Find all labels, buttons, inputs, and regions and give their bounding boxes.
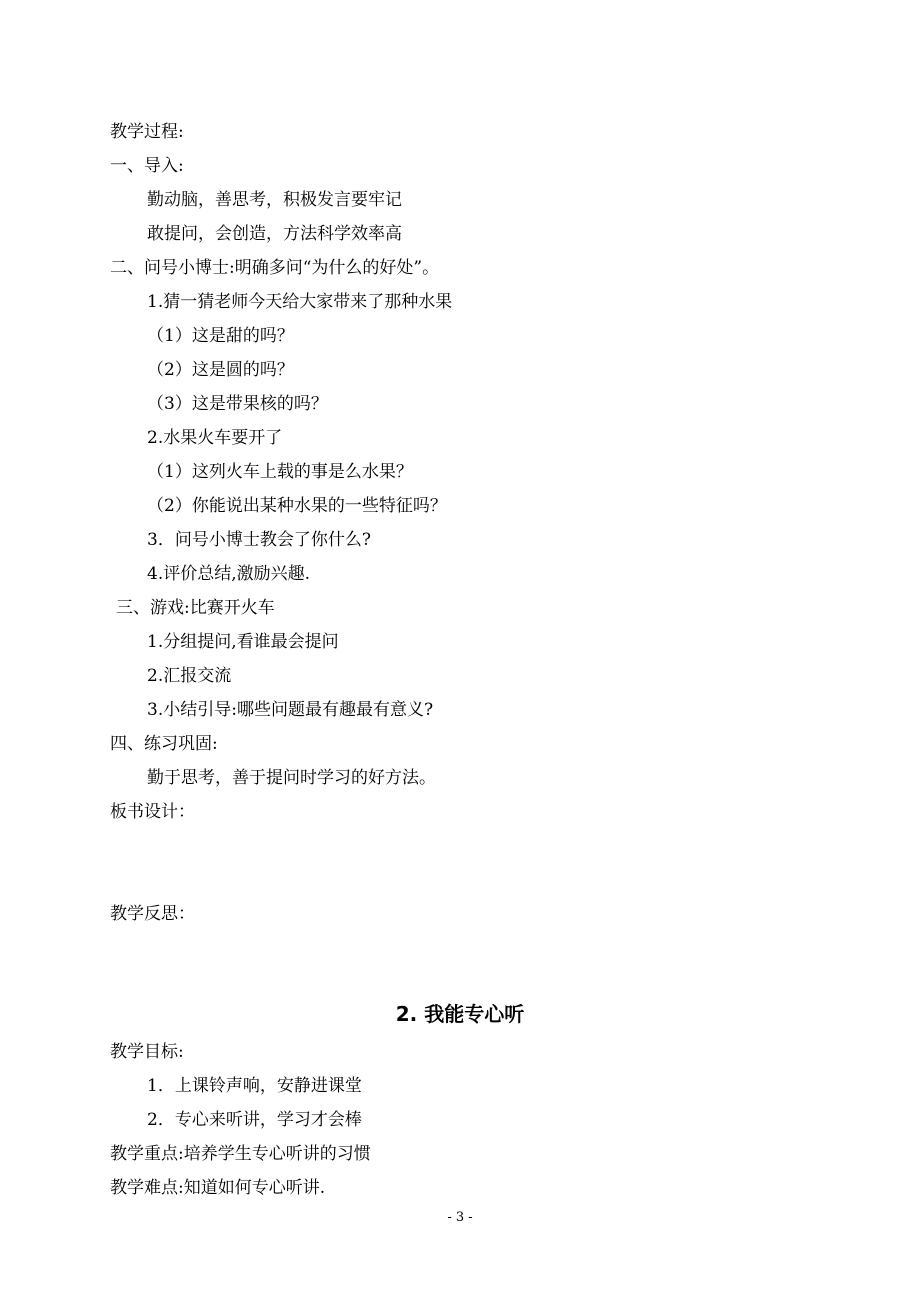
part2-item-1: 1.猜一猜老师今天给大家带来了那种水果: [147, 292, 453, 312]
part3-heading: 三、游戏:比赛开火车: [116, 598, 275, 618]
part2-item-1-question-2: （2）这是圆的吗？: [147, 360, 294, 380]
teaching-difficulty: 教学难点:知道如何专心听讲.: [110, 1178, 326, 1198]
intro-heading: 一、导入:: [110, 156, 184, 176]
part4-heading: 四、练习巩固:: [110, 734, 218, 754]
intro-line-1: 勤动脑，善思考，积极发言要牢记: [147, 190, 402, 210]
part2-item-2-question-1: （1）这列火车上载的事是么水果？: [147, 462, 413, 482]
part2-item-1-question-1: （1）这是甜的吗？: [147, 326, 294, 346]
part2-item-4: 4.评价总结,激励兴趣.: [147, 564, 311, 584]
board-design-label: 板书设计：: [110, 802, 195, 822]
part2-item-2-question-2: （2）你能说出某种水果的一些特征吗？: [147, 496, 447, 516]
part3-item-3: 3.小结引导:哪些问题最有趣最有意义?: [147, 700, 434, 720]
teaching-key-point: 教学重点:培养学生专心听讲的习惯: [110, 1144, 371, 1164]
part2-item-1-question-3: （3）这是带果核的吗？: [147, 394, 328, 414]
lesson-title: 2. 我能专心听: [395, 1002, 525, 1026]
teaching-reflection-label: 教学反思：: [110, 904, 195, 924]
page-number: - 3 -: [447, 1210, 473, 1225]
part2-item-3: 3．问号小博士教会了你什么?: [147, 530, 371, 550]
part3-item-1: 1.分组提问,看谁最会提问: [147, 632, 339, 652]
teaching-goals-heading: 教学目标:: [110, 1042, 184, 1062]
teaching-process-heading: 教学过程:: [110, 122, 184, 142]
intro-line-2: 敢提问，会创造，方法科学效率高: [147, 224, 402, 244]
part4-line-1: 勤于思考，善于提问时学习的好方法。: [147, 768, 436, 788]
part2-item-2: 2.水果火车要开了: [147, 428, 283, 448]
part3-item-2: 2.汇报交流: [147, 666, 232, 686]
part2-heading: 二、问号小博士:明确多问“为什么的好处”。: [110, 258, 440, 278]
teaching-goal-2: 2．专心来听讲，学习才会棒: [147, 1110, 362, 1130]
teaching-goal-1: 1．上课铃声响，安静进课堂: [147, 1076, 362, 1096]
